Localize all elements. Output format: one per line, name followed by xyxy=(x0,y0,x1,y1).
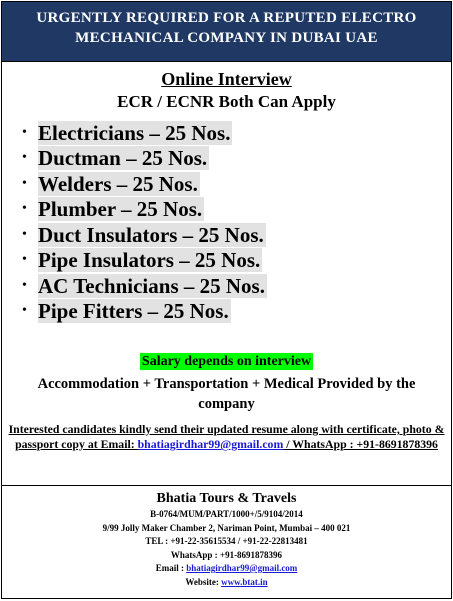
footer-email-row xyxy=(2,562,451,576)
footer-website-label: Website: xyxy=(185,576,222,587)
salary-row xyxy=(2,352,451,370)
list-item xyxy=(22,171,451,197)
position-label: Plumber – 25 Nos. xyxy=(38,197,203,222)
list-item xyxy=(22,222,451,248)
bullet-icon: • xyxy=(22,201,27,217)
address: 9/99 Jolly Maker Chamber 2, Nariman Point, Mumbai – 400 021 xyxy=(102,522,351,533)
telephone: TEL : +91-22-35615534 / +91-22-22813481 xyxy=(145,536,308,546)
apply-email-link[interactable]: bhatiagirdhar99@gmail.com xyxy=(137,437,284,451)
company-name: Bhatia Tours & Travels xyxy=(156,491,297,506)
bullet-icon: • xyxy=(22,277,27,293)
position-label: Welders – 25 Nos. xyxy=(38,171,198,196)
online-interview-heading: Online Interview xyxy=(161,69,292,89)
bullet-icon: • xyxy=(22,226,27,242)
list-item xyxy=(22,197,451,223)
list-item xyxy=(22,248,451,274)
apply-text: Interested candidates kindly send their updated resume along with certificate, photo & passport copy at Email: xyxy=(8,422,445,451)
website-link[interactable]: www.btat.in xyxy=(221,576,268,587)
benefits-text: Accommodation + Transportation + Medical Provided by the company xyxy=(37,376,416,412)
position-label: Duct Insulators – 25 Nos. xyxy=(38,222,264,247)
position-label: Ductman – 25 Nos. xyxy=(38,146,208,171)
list-item xyxy=(22,120,451,146)
footer-website-row xyxy=(2,576,451,590)
positions-list xyxy=(2,120,451,324)
ecr-ecnr-subheading: ECR / ECNR Both Can Apply xyxy=(117,92,336,111)
header-line-1: URGENTLY REQUIRED FOR A REPUTED ELECTRO xyxy=(36,10,417,26)
bullet-icon: • xyxy=(22,175,27,191)
position-label: Pipe Fitters – 25 Nos. xyxy=(38,299,229,324)
footer-email-link[interactable]: bhatiagirdhar99@gmail.com xyxy=(186,563,298,573)
license-number: B-0764/MUM/PART/1000+/5/9104/2014 xyxy=(150,509,303,519)
agency-footer xyxy=(2,485,451,598)
header-banner xyxy=(2,2,451,62)
bullet-icon: • xyxy=(22,252,27,268)
footer-email-label: Email : xyxy=(155,563,187,573)
position-label: Pipe Insulators – 25 Nos. xyxy=(38,248,261,273)
list-item xyxy=(22,299,451,325)
position-label: Electricians – 25 Nos. xyxy=(38,120,231,145)
bullet-icon: • xyxy=(22,150,27,166)
apply-whatsapp-number: +91-8691878396 xyxy=(356,437,438,451)
position-label: AC Technicians – 25 Nos. xyxy=(38,273,265,298)
salary-note: Salary depends on interview xyxy=(141,354,312,369)
apply-whatsapp-label: / WhatsApp : xyxy=(283,437,357,451)
job-advertisement xyxy=(1,1,452,599)
bullet-icon: • xyxy=(22,303,27,319)
list-item xyxy=(22,273,451,299)
footer-whatsapp: WhatsApp : +91-8691878396 xyxy=(170,549,283,560)
list-item xyxy=(22,146,451,172)
header-line-2: MECHANICAL COMPANY IN DUBAI UAE xyxy=(75,30,378,46)
bullet-icon: • xyxy=(22,124,27,140)
apply-instructions xyxy=(4,422,449,452)
